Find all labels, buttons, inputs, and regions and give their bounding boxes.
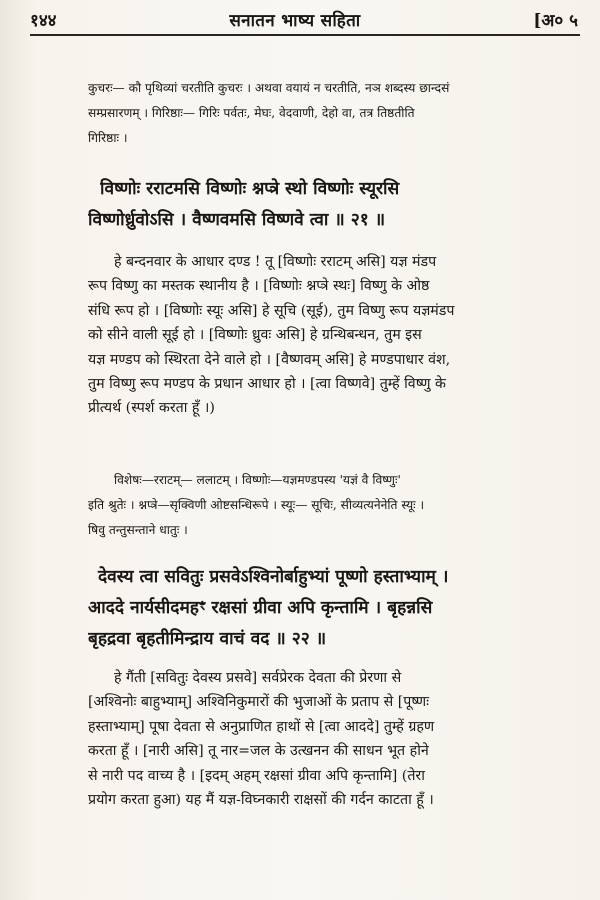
note-line: षिवु तन्तुसन्ताने धातुः । [88,523,188,537]
text-line: प्रीत्यर्थ (स्पर्श करता हूँ ।) [88,400,215,417]
mantra-line: देवस्य त्वा सवितुः प्रसवेऽश्विनोर्बाहुभ्यां पूष्णो हस्ताभ्याम् । [98,567,449,587]
translation-21 [88,250,593,421]
text-line: करता हूँ । [नारी असि] तू नार=जल के उत्खनन की साधन भूत होने [88,743,429,760]
text-line: से नारी पद वाच्य है । [इदम् अहम् रक्षसां ग्रीवा अपि कृन्तामि] (तेरा [88,767,425,784]
header-rule [30,34,580,36]
text-line: हस्ताभ्याम्] पूषा देवता से अनुप्राणित हाथों से [त्वा आददे] तुम्हें ग्रहण [88,718,435,735]
text-line: संधि रूप हो । [विष्णोः स्यूः असि] हे सूचि (सूई), तुम विष्णु रूप यज्ञमंडप [88,302,455,319]
mantra-line: बृहद्रवा बृहतीमिन्द्राय वाचं वद ॥ २२ ॥ [88,629,327,649]
page-number: १४४ [30,10,57,31]
mantra-22 [88,562,593,655]
chapter-marker: [अ० ५ [533,10,578,31]
text-line: [अश्विनोः बाहुभ्याम्] अश्विनिकुमारों की भुजाओं के प्रताप से [पूष्णः [88,694,430,711]
note-line: गिरिष्ठाः । [88,131,128,145]
mantra-21 [88,174,592,236]
note-kuchara [88,76,593,151]
running-title: सनातन भाष्य सहिता [229,10,361,31]
mantra-line: विष्णोः रराटमसि विष्णोः श्नप्त्रे स्थो विष्णोः स्यूरसि [100,179,400,199]
text-line: हे गैंती [सवितुः देवस्य प्रसवे] सर्वप्रेरक देवता की प्रेरणा से [114,670,402,686]
note-line: कुचरः— कौ पृथिव्यां चरतीति कुचरः । अथवा वयायं न चरतीति, नञ शब्दस्य छान्दसं [88,81,450,95]
text-line: हे बन्दनवार के आधार दण्ड ! तू [विष्णोः रराटम् असि] यज्ञ मंडप [114,254,437,270]
translation-22 [88,666,593,812]
note-vishesh [88,468,593,543]
text-line: को सीने वाली सूई हो । [विष्णोः ध्रुवः असि] हे ग्रन्थिबन्धन, तुम इस [88,327,422,344]
text-line: तुम विष्णु रूप मण्डप के प्रधान आधार हो । [त्वा विष्णवे] तुम्हें विष्णु के [88,376,446,393]
note-line: सम्प्रसारणम् । गिरिष्ठाः— गिरिः पर्वतः, मेघः, वेदवाणी, देहो वा, तत्र तिष्ठतीति [88,106,415,120]
text-line: प्रयोग करता हुआ) यह मैं यज्ञ-विघ्नकारी राक्षसों की गर्दन काटता हूँ । [88,792,434,809]
note-line: इति श्रुतेः । श्नप्त्रे—सृक्विणी ओष्टसन्धिरूपे । स्यूः— सूचिः, सीव्यत्यनेनेति स्यूः । [88,498,425,512]
mantra-line: विष्णोर्ध्रुवोऽसि । वैष्णवमसि विष्णवे त्वा ॥ २१ ॥ [88,210,386,230]
mantra-line: आददे नार्यसीदमहꣳ रक्षसां ग्रीवा अपि कृन्तामि । बृहन्नसि [88,598,433,618]
text-line: रूप विष्णु का मस्तक स्थानीय है । [विष्णोः श्नप्त्रे स्थः] विष्णु के ओष्ठ [88,278,430,295]
note-line: विशेषः—रराटम्— ललाटम् । विष्णोः—यज्ञमण्डपस्य 'यज्ञं वै विष्णुः' [114,473,401,487]
text-line: यज्ञ मण्डप को स्थिरता देने वाले हो । [वैष्णवम् असि] हे मण्डपाधार वंश, [88,351,451,368]
page-header [30,6,578,32]
